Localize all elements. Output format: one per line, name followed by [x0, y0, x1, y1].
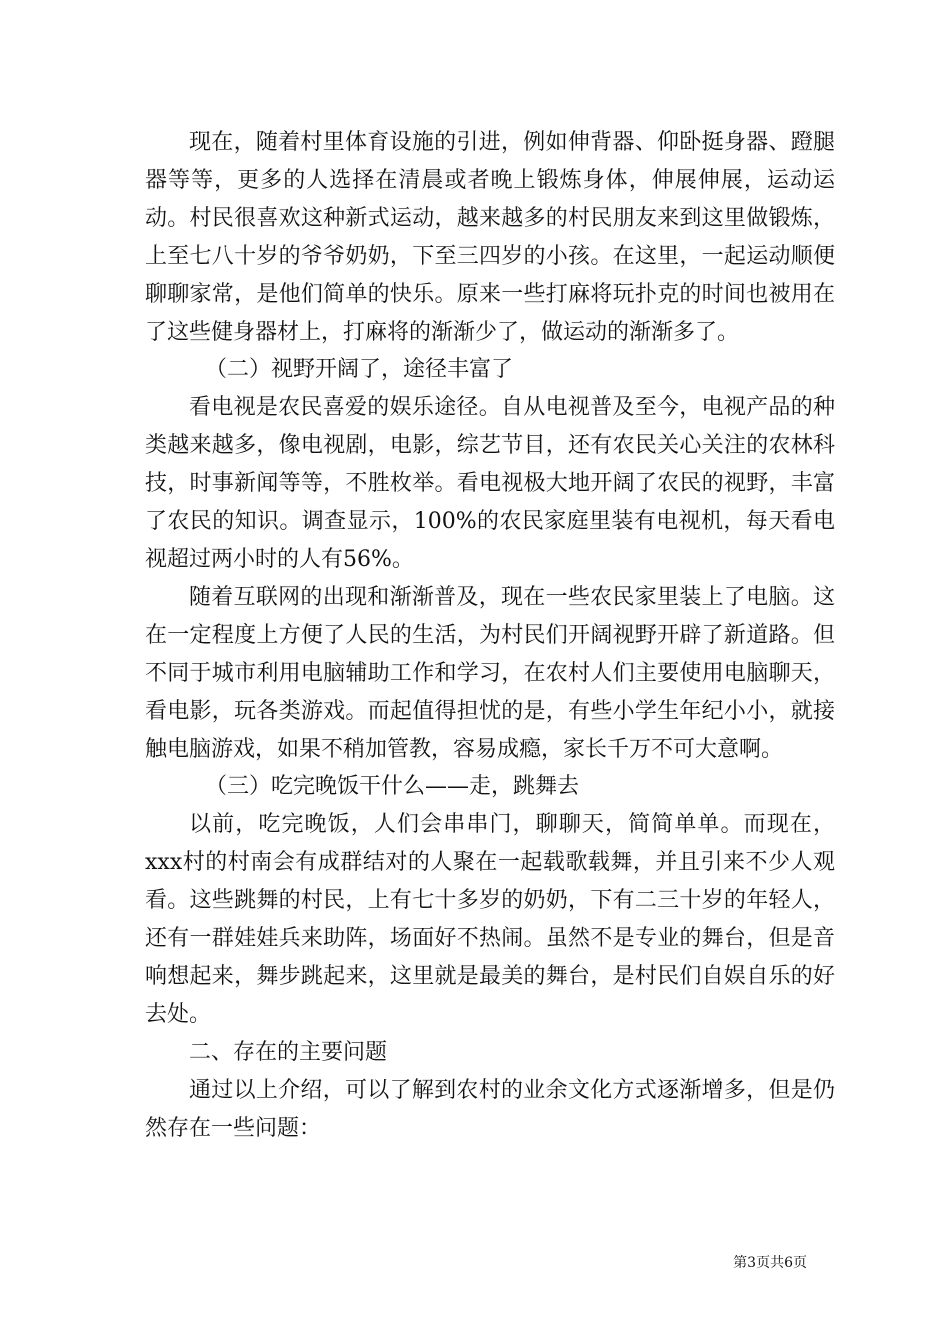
page-number: 第3页共6页 — [733, 1255, 807, 1271]
section-heading-main-problems: 二、存在的主要问题 — [189, 1039, 388, 1065]
subheading-after-dinner-dancing: （三）吃完晚饭干什么——走，跳舞去 — [205, 774, 580, 800]
paragraph-problems-intro: 通过以上介绍，可以了解到农村的业余文化方式逐渐增多，但是仍然存在一些问题： — [145, 1077, 835, 1141]
subheading-broadened-horizons: （二）视野开阔了，途径丰富了 — [205, 357, 514, 383]
paragraph-dancing: 以前，吃完晚饭，人们会串串门，聊聊天，简简单单。而现在，xxx村的村南会有成群结对的人聚在一起载歌载舞，并且引来不少人观看。这些跳舞的村民，上有七十多岁的奶奶，下有二三十岁的年轻人，还有一群娃娃兵来助阵，场面好不热闹。虽然不是专业的舞台，但是音响想起来，舞步跳起来，这里就是最美的舞台，是村民们自娱自乐的好去处。 — [145, 812, 835, 1027]
paragraph-internet: 随着互联网的出现和渐渐普及，现在一些农民家里装上了电脑。这在一定程度上方便了人民的生活，为村民们开阔视野开辟了新道路。但不同于城市利用电脑辅助工作和学习，在农村人们主要使用电脑聊天，看电影，玩各类游戏。而起值得担忧的是，有些小学生年纪小小，就接触电脑游戏，如果不稍加管教，容易成瘾，家长千万不可大意啊。 — [145, 584, 835, 762]
paragraph-television: 看电视是农民喜爱的娱乐途径。自从电视普及至今，电视产品的种类越来越多，像电视剧，电影，综艺节目，还有农民关心关注的农林科技，时事新闻等等，不胜枚举。看电视极大地开阔了农民的视野，丰富了农民的知识。调查显示，100%的农民家庭里装有电视机，每天看电视超过两小时的人有56%。 — [145, 395, 835, 572]
body-text — [145, 124, 835, 1147]
paragraph-sports-facilities: 现在，随着村里体育设施的引进，例如伸背器、仰卧挺身器、蹬腿器等等，更多的人选择在清晨或者晚上锻炼身体，伸展伸展，运动运动。村民很喜欢这种新式运动，越来越多的村民朋友来到这里做锻炼，上至七八十岁的爷爷奶奶，下至三四岁的小孩。在这里，一起运动顺便聊聊家常，是他们简单的快乐。原来一些打麻将玩扑克的时间也被用在了这些健身器材上，打麻将的渐渐少了，做运动的渐渐多了。 — [145, 130, 835, 345]
